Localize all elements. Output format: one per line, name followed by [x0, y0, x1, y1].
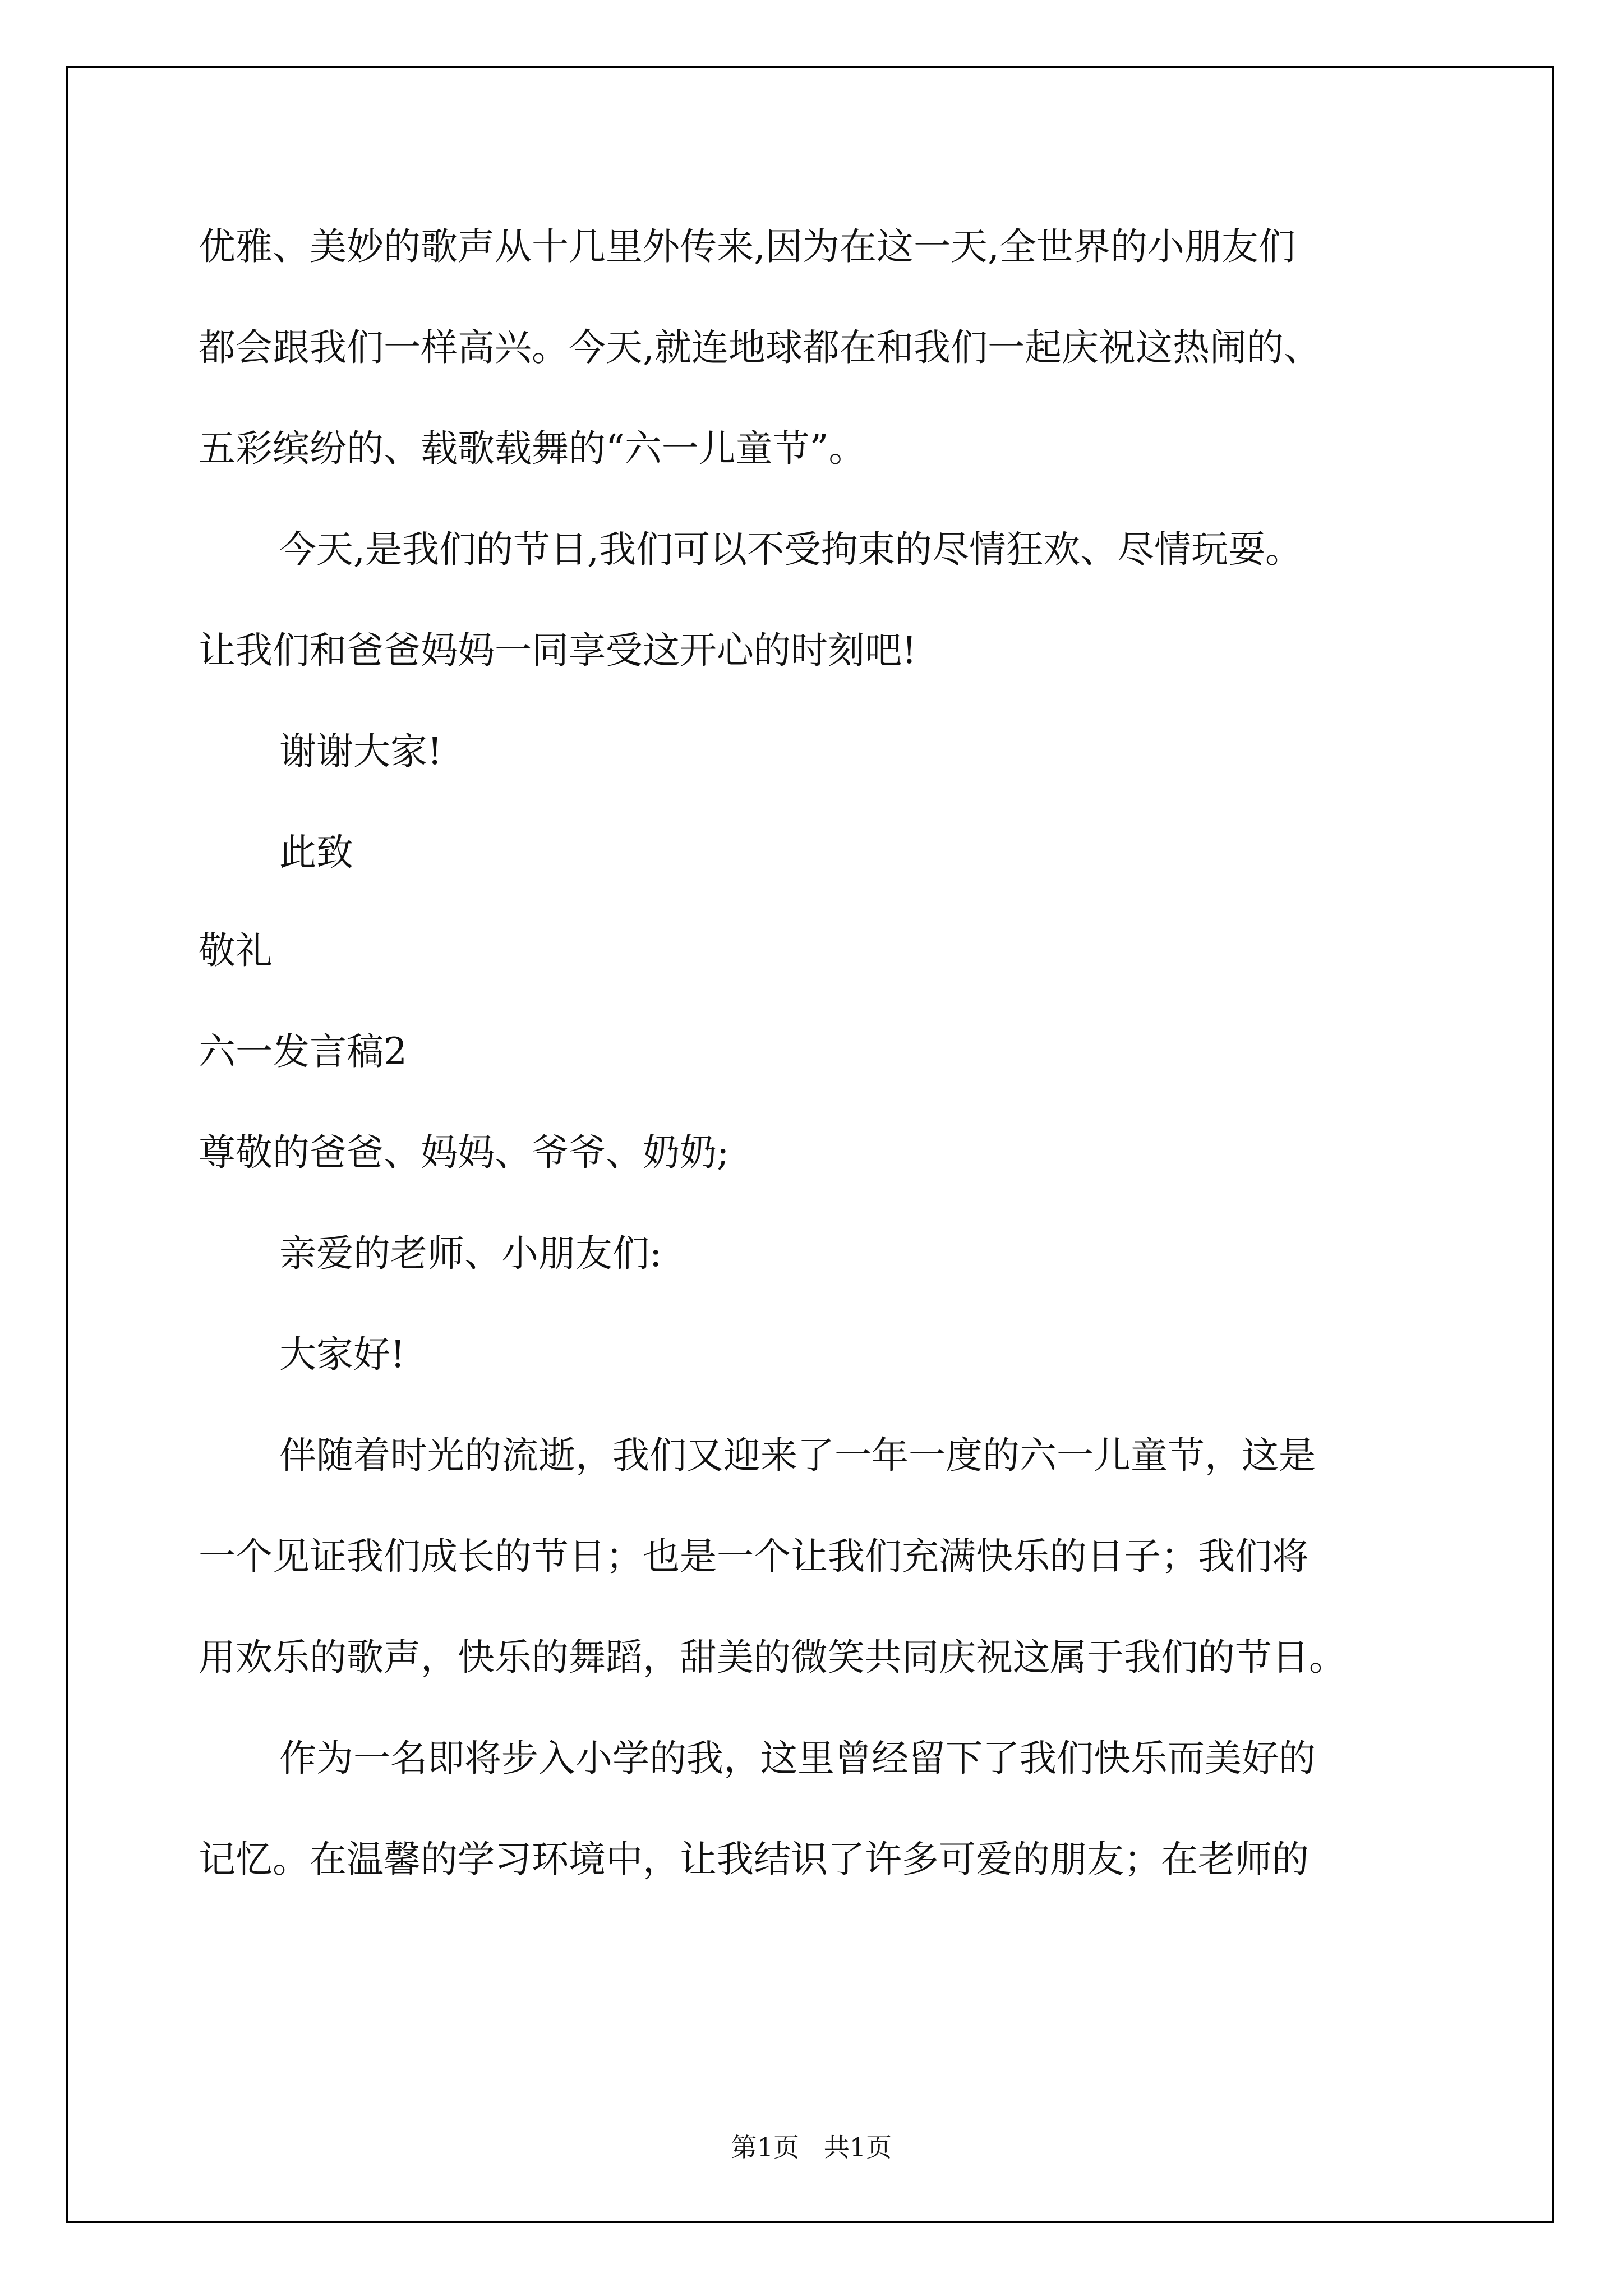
text-line: 亲爱的老师、小朋友们:: [279, 1232, 662, 1275]
text-line: 尊敬的爸爸、妈妈、爷爷、奶奶;: [199, 1131, 730, 1174]
text-line: 谢谢大家!: [279, 730, 442, 773]
text-line: 记忆。在温馨的学习环境中，让我结识了许多可爱的朋友；在老师的: [199, 1838, 1309, 1881]
text-line: 优雅、美妙的歌声从十几里外传来,因为在这一天,全世界的小朋友们: [199, 225, 1295, 268]
text-line: 一个见证我们成长的节日；也是一个让我们充满快乐的日子；我们将: [199, 1535, 1309, 1578]
text-line: 让我们和爸爸妈妈一同享受这开心的时刻吧!: [199, 629, 917, 672]
text-line: 都会跟我们一样高兴。今天,就连地球都在和我们一起庆祝这热闹的、: [199, 326, 1321, 369]
text-line: 伴随着时光的流逝，我们又迎来了一年一度的六一儿童节，这是: [279, 1434, 1316, 1477]
page-footer: 第1页 共1页: [731, 2132, 892, 2162]
section-heading: 六一发言稿2: [199, 1030, 407, 1073]
text-line: 用欢乐的歌声，快乐的舞蹈，甜美的微笑共同庆祝这属于我们的节日。: [199, 1636, 1346, 1679]
text-line: 敬礼: [199, 929, 273, 972]
text-line: 此致: [279, 831, 353, 874]
text-line: 五彩缤纷的、载歌载舞的“六一儿童节”。: [199, 427, 866, 470]
text-line: 作为一名即将步入小学的我，这里曾经留下了我们快乐而美好的: [279, 1737, 1316, 1780]
text-line: 大家好!: [279, 1333, 405, 1376]
text-line: 今天,是我们的节日,我们可以不受拘束的尽情狂欢、尽情玩耍。: [279, 528, 1302, 571]
